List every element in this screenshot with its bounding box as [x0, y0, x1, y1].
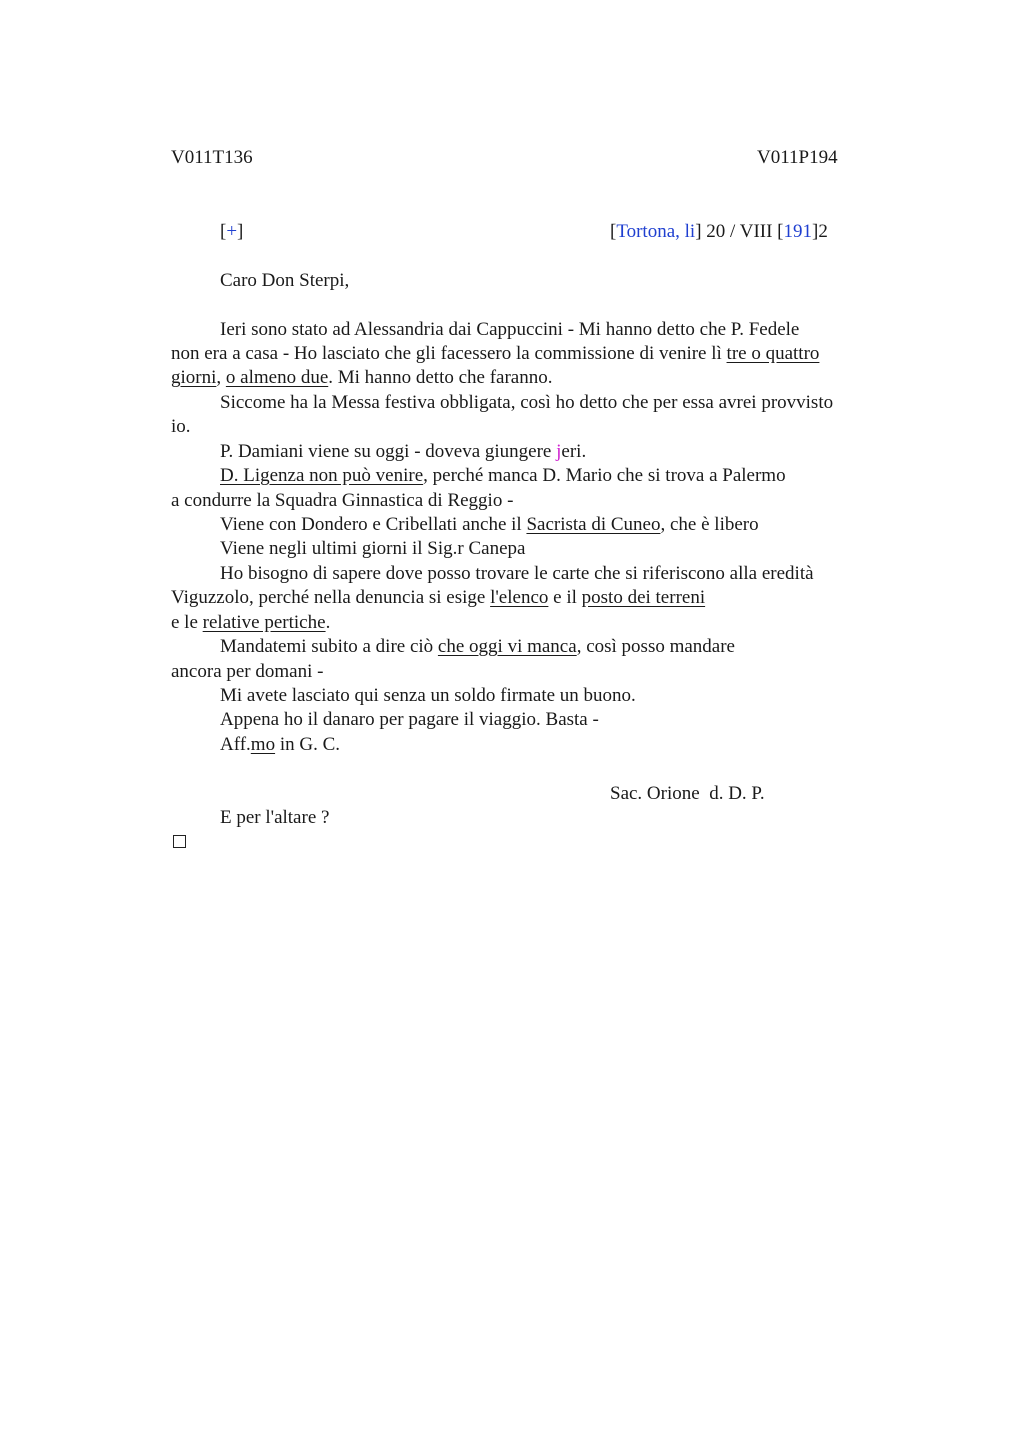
text-line: Siccome ha la Messa festiva obbligata, così ho detto che per essa avrei provvisto — [220, 392, 834, 413]
year-prefix: 191 — [783, 221, 813, 242]
doc-code-left: V011T136 — [171, 147, 253, 168]
text-line: e le relative pertiche. — [171, 612, 331, 633]
underlined-text: o almeno due — [225, 367, 329, 388]
underlined-text: Sacrista di Cuneo — [526, 514, 661, 535]
postscript: E per l'altare ? — [220, 807, 330, 828]
text-line: io. — [171, 416, 191, 437]
text-line: Viene con Dondero e Cribellati anche il Sacrista di Cuneo, che è libero — [220, 514, 759, 535]
underlined-text: che oggi vi manca — [437, 636, 577, 657]
place-date: [Tortona, li] 20 / VIII [191]2 — [610, 221, 828, 242]
closing: Aff.mo in G. C. — [220, 734, 341, 755]
text-line: non era a casa - Ho lasciato che gli facessero la commissione di venire lì tre o quattro — [171, 343, 820, 364]
text-line: D. Ligenza non può venire, perché manca D. Mario che si trova a Palermo — [220, 465, 786, 486]
cross-sign: + — [226, 221, 238, 242]
text-line: Appena ho il danaro per pagare il viaggio. Basta - — [220, 709, 599, 730]
text-line: Viguzzolo, perché nella denuncia si esige l'elenco e il posto dei terreni — [171, 587, 706, 608]
salutation: Caro Don Sterpi, — [220, 270, 350, 291]
signature: Sac. Orione d. D. P. — [610, 783, 765, 804]
text-line: a condurre la Squadra Ginnastica di Reggio - — [171, 490, 514, 511]
underlined-text: mo — [250, 734, 276, 755]
underlined-text: tre o quattro — [726, 343, 820, 364]
editorial-letter: j — [556, 441, 562, 462]
text-line: Mandatemi subito a dire ciò che oggi vi manca, così posso mandare — [220, 636, 735, 657]
text-line: giorni, o almeno due. Mi hanno detto che faranno. — [171, 367, 553, 388]
underlined-text: giorni — [171, 367, 217, 388]
text-line: Ieri sono stato ad Alessandria dai Cappuccini - Mi hanno detto che P. Fedele — [220, 319, 800, 340]
underlined-text: l'elenco — [490, 587, 549, 608]
text-line: Ho bisogno di sapere dove posso trovare le carte che si riferiscono alla eredità — [220, 563, 814, 584]
text-line: Viene negli ultimi giorni il Sig.r Canepa — [220, 538, 526, 559]
end-of-document-box-icon — [173, 835, 186, 848]
text-line: P. Damiani viene su oggi - doveva giungere jeri. — [220, 441, 587, 462]
cross-mark: [+] — [220, 221, 244, 242]
underlined-text: relative pertiche — [202, 612, 326, 633]
underlined-text: posto dei terreni — [581, 587, 706, 608]
underlined-text: D. Ligenza non può venire — [220, 465, 424, 486]
doc-code-right: V011P194 — [757, 147, 838, 168]
text-line: ancora per domani - — [171, 661, 324, 682]
text-line: Mi avete lasciato qui senza un soldo firmate un buono. — [220, 685, 636, 706]
place: Tortona, li — [616, 221, 696, 242]
